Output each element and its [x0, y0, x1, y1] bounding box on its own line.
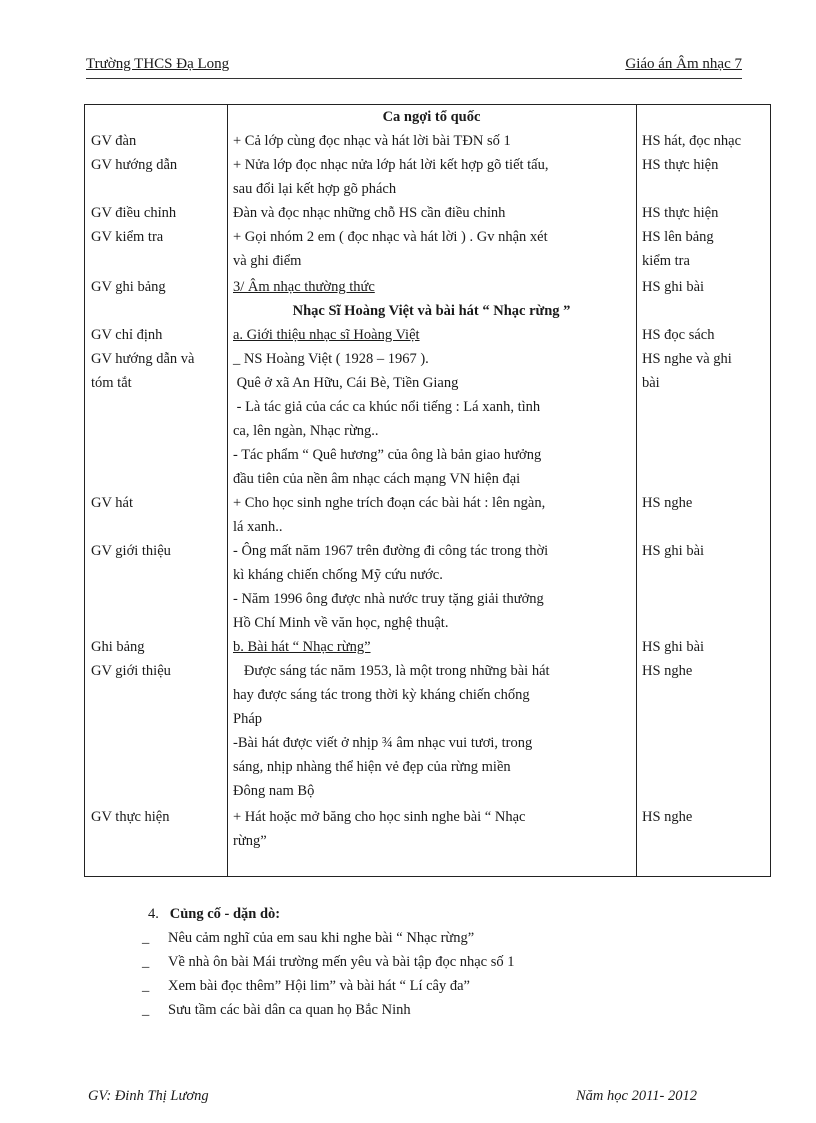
- list-item: [142, 974, 515, 998]
- teacher-activity: tóm tắt: [91, 375, 132, 391]
- teacher-activity: GV giới thiệu: [91, 663, 171, 679]
- column-divider: [636, 105, 637, 876]
- lesson-content: sau đổi lại kết hợp gõ phách: [233, 181, 397, 197]
- lesson-content: đầu tiên của nền âm nhạc cách mạng VN hiện đại: [233, 471, 521, 487]
- lesson-content: + Cho học sinh nghe trích đoạn các bài hát : lên ngàn,: [233, 495, 546, 511]
- student-activity: HS nghe: [642, 663, 693, 679]
- student-activity: HS nghe: [642, 809, 693, 825]
- lesson-content: + Nửa lớp đọc nhạc nửa lớp hát lời kết hợp gõ tiết tấu,: [233, 157, 549, 173]
- list-item-text: Sưu tầm các bài dân ca quan họ Bắc Ninh: [168, 1002, 411, 1018]
- student-activity: HS thực hiện: [642, 157, 719, 173]
- list-item-text: Xem bài đọc thêm” Hội lim” và bài hát “ Lí cây đa”: [168, 978, 470, 994]
- student-activity: bài: [642, 375, 660, 391]
- teacher-activity: GV đàn: [91, 133, 137, 149]
- lesson-content: Được sáng tác năm 1953, là một trong những bài hát: [233, 663, 550, 679]
- lesson-content: Pháp: [233, 711, 262, 727]
- consolidation-section: [142, 902, 515, 1022]
- lesson-content: ca, lên ngàn, Nhạc rừng..: [233, 423, 379, 439]
- student-activity: HS thực hiện: [642, 205, 719, 221]
- column-divider: [227, 105, 228, 876]
- list-item: [142, 998, 515, 1022]
- lesson-content: -Bài hát được viết ở nhịp ¾ âm nhạc vui tươi, trong: [233, 735, 533, 751]
- footer-school-year: Năm học 2011- 2012: [576, 1088, 697, 1104]
- teacher-activity: GV thực hiện: [91, 809, 170, 825]
- lesson-content: hay được sáng tác trong thời kỳ kháng chiến chống: [233, 687, 530, 703]
- lesson-content: - Là tác giả của các ca khúc nổi tiếng : Lá xanh, tình: [233, 399, 541, 415]
- lesson-table: [84, 104, 771, 877]
- student-activity: HS đọc sách: [642, 327, 715, 343]
- student-activity: HS ghi bài: [642, 279, 705, 295]
- teacher-activity: GV hát: [91, 495, 134, 511]
- teacher-activity: GV kiểm tra: [91, 229, 164, 245]
- list-dash: _: [142, 1002, 150, 1018]
- lesson-content: - Năm 1996 ông được nhà nước truy tặng giải thưởng: [233, 591, 544, 607]
- lesson-content: Hồ Chí Minh về văn học, nghệ thuật.: [233, 615, 449, 631]
- list-item: [142, 950, 515, 974]
- subsection-heading: b. Bài hát “ Nhạc rừng”: [233, 639, 371, 655]
- section-heading: 3/ Âm nhạc thường thức: [233, 279, 375, 295]
- teacher-activity: GV ghi bảng: [91, 279, 166, 295]
- lesson-content: kì kháng chiến chống Mỹ cứu nước.: [233, 567, 443, 583]
- lesson-content: - Ông mất năm 1967 trên đường đi công tác trong thời: [233, 543, 549, 559]
- footer-teacher: GV: Đinh Thị Lương: [88, 1088, 209, 1104]
- lesson-content: Đàn và đọc nhạc những chỗ HS cần điều chỉnh: [233, 205, 506, 221]
- lesson-content: - Tác phẩm “ Quê hương” của ông là bản giao hưởng: [233, 447, 542, 463]
- list-item: [142, 926, 515, 950]
- lesson-content: + Cả lớp cùng đọc nhạc và hát lời bài TĐN số 1: [233, 133, 511, 149]
- list-item-text: Nêu cảm nghĩ của em sau khi nghe bài “ Nhạc rừng”: [168, 930, 475, 946]
- section-number: 4.: [148, 906, 159, 922]
- list-dash: _: [142, 930, 150, 946]
- teacher-activity: GV chỉ định: [91, 327, 163, 343]
- teacher-activity: GV hướng dẫn: [91, 157, 178, 173]
- lesson-content: và ghi điểm: [233, 253, 302, 269]
- consolidation-heading: [148, 902, 515, 926]
- teacher-activity: GV điều chỉnh: [91, 205, 177, 221]
- student-activity: HS ghi bài: [642, 639, 705, 655]
- teacher-activity: GV hướng dẫn và: [91, 351, 195, 367]
- lesson-content: Quê ở xã An Hữu, Cái Bè, Tiền Giang: [233, 375, 459, 391]
- student-activity: HS nghe và ghi: [642, 351, 732, 367]
- school-name: Trường THCS Đạ Long: [86, 56, 230, 72]
- teacher-activity: GV giới thiệu: [91, 543, 171, 559]
- teacher-activity: Ghi bảng: [91, 639, 145, 655]
- list-dash: _: [142, 954, 150, 970]
- student-activity: HS hát, đọc nhạc: [642, 133, 742, 149]
- list-dash: _: [142, 978, 150, 994]
- student-activity: HS lên bảng: [642, 229, 714, 245]
- subsection-heading: a. Giới thiệu nhạc sĩ Hoàng Việt: [233, 327, 420, 343]
- topic-title: Nhạc Sĩ Hoàng Việt và bài hát “ Nhạc rừng ”: [292, 303, 571, 319]
- lesson-content: + Gọi nhóm 2 em ( đọc nhạc và hát lời ) . Gv nhận xét: [233, 229, 548, 245]
- lesson-content: Đông nam Bộ: [233, 783, 315, 799]
- page-header: [86, 56, 742, 79]
- section-title: Ca ngợi tổ quốc: [382, 109, 481, 125]
- lesson-content: rừng”: [233, 833, 267, 849]
- lesson-content: _ NS Hoàng Việt ( 1928 – 1967 ).: [233, 351, 429, 367]
- lesson-content: + Hát hoặc mở băng cho học sinh nghe bài “ Nhạc: [233, 809, 526, 825]
- student-activity: HS ghi bài: [642, 543, 705, 559]
- student-activity: HS nghe: [642, 495, 693, 511]
- lesson-content: sáng, nhịp nhàng thể hiện vẻ đẹp của rừng miền: [233, 759, 511, 775]
- student-activity: kiểm tra: [642, 253, 690, 269]
- consolidation-title: Củng cố - dặn dò:: [169, 906, 281, 922]
- list-item-text: Về nhà ôn bài Mái trường mến yêu và bài tập đọc nhạc số 1: [168, 954, 515, 970]
- lesson-content: lá xanh..: [233, 519, 283, 535]
- subject-title: Giáo án Âm nhạc 7: [625, 56, 742, 72]
